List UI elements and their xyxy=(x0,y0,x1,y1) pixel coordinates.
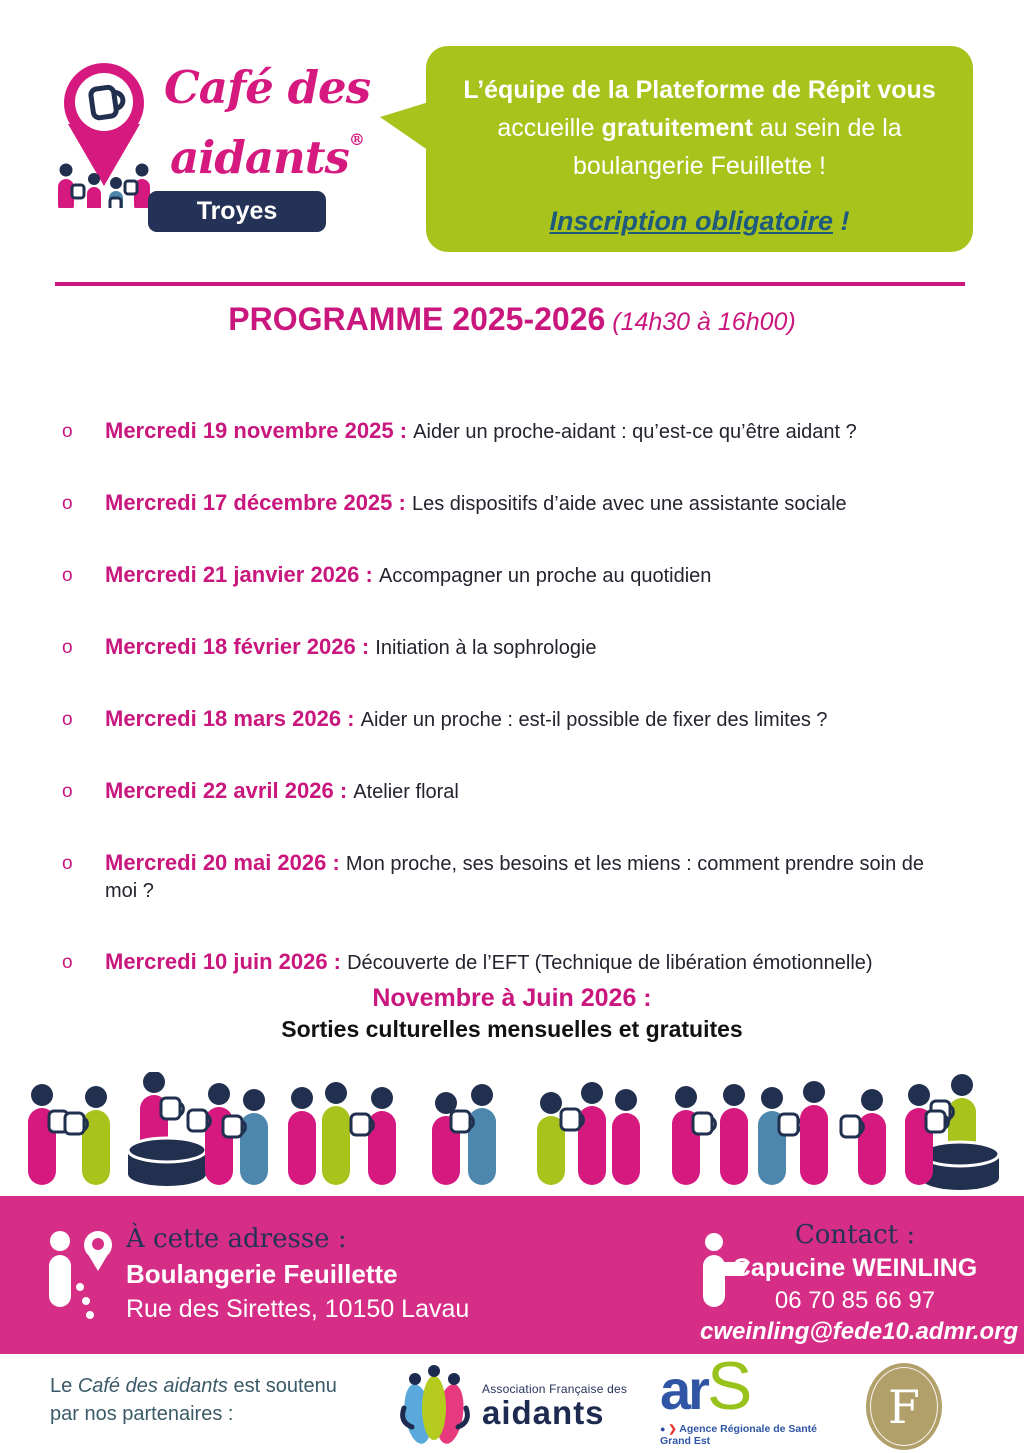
address-label: À cette adresse : xyxy=(126,1224,347,1254)
inscription-line: Inscription obligatoire ! xyxy=(549,206,850,236)
city-badge: Troyes xyxy=(148,191,326,232)
inscription-text: Inscription obligatoire xyxy=(549,206,833,236)
bullet-icon: o xyxy=(62,853,73,874)
location-person-icon xyxy=(46,1229,116,1339)
contact-label: Contact : xyxy=(794,1220,916,1250)
bullet-icon: o xyxy=(62,565,73,586)
program-item xyxy=(55,849,940,905)
session-date: Mercredi 18 février 2026 : xyxy=(105,634,376,659)
session-date: Mercredi 10 juin 2026 : xyxy=(105,949,348,974)
outings-heading: Novembre à Juin 2026 : Sorties culturelles mensuelles et gratuites xyxy=(281,984,743,1042)
afa-small-text: Association Française des xyxy=(482,1382,628,1396)
registered-mark: ® xyxy=(348,130,364,149)
program-item xyxy=(55,948,940,977)
address-block xyxy=(126,1222,469,1326)
afa-big-text: aidants xyxy=(482,1394,605,1431)
program-item xyxy=(55,489,940,518)
session-date: Mercredi 20 mai 2026 : xyxy=(105,850,346,875)
session-date: Mercredi 17 décembre 2025 : xyxy=(105,490,412,515)
partners-text: Le Café des aidants est soutenu par nos partenaires : xyxy=(50,1375,337,1425)
ars-chevron-icon: ❯ xyxy=(668,1424,677,1435)
session-topic: Accompagner un proche au quotidien xyxy=(378,565,712,587)
contact-email: cweinling@fede10.admr.org xyxy=(700,1318,1019,1345)
session-date: Mercredi 19 novembre 2025 : xyxy=(105,418,414,443)
intro-text: L’équipe de la Plateforme de Répit vous accueille gratuitement au sein de la boulangerie Feuillette ! xyxy=(463,76,936,180)
session-topic: Les dispositifs d’aide avec une assistante sociale xyxy=(411,493,847,515)
association-aidants-logo xyxy=(398,1362,627,1450)
session-topic: Aider un proche : est-il possible de fixer des limites ? xyxy=(360,709,828,731)
session-topic: Mon proche, ses besoins et les miens : comment prendre soin de moi ? xyxy=(105,853,924,902)
intro-speech-bubble xyxy=(426,46,973,252)
program-list xyxy=(55,417,940,1020)
program-item xyxy=(55,777,940,806)
ars-logo: arS ● ❯ Agence Régionale de Santé Grand Est xyxy=(660,1348,817,1447)
ars-dot-icon: ● xyxy=(660,1424,666,1434)
session-topic: Initiation à la sophrologie xyxy=(375,637,597,659)
brand-wordmark: Café des aidants® xyxy=(163,61,371,184)
session-date: Mercredi 18 mars 2026 : xyxy=(105,706,361,731)
footer-band xyxy=(0,1196,1024,1354)
program-item xyxy=(55,633,940,662)
program-item xyxy=(55,705,940,734)
session-topic: Aider un proche-aidant : qu’est-ce qu’être aidant ? xyxy=(413,421,857,443)
bullet-icon: o xyxy=(62,493,73,514)
page-title: PROGRAMME 2025-2026 (14h30 à 16h00) xyxy=(228,301,796,337)
association-aidants-mark xyxy=(398,1362,472,1450)
bullet-icon: o xyxy=(62,709,73,730)
bullet-icon: o xyxy=(62,781,73,802)
map-pin-icon xyxy=(84,1231,112,1271)
pink-divider xyxy=(55,282,965,286)
contact-block xyxy=(700,1218,1019,1348)
program-item xyxy=(55,561,940,590)
bullet-icon: o xyxy=(62,421,73,442)
bullet-icon: o xyxy=(62,952,73,973)
bullet-icon: o xyxy=(62,637,73,658)
contact-phone: 06 70 85 66 97 xyxy=(774,1287,936,1314)
session-date: Mercredi 22 avril 2026 : xyxy=(105,778,354,803)
cafe-des-aidants-logo-pin xyxy=(52,58,162,208)
address-name: Boulangerie Feuillette xyxy=(126,1259,398,1289)
address-street: Rue des Sirettes, 10150 Lavau xyxy=(126,1295,470,1323)
people-illustration xyxy=(0,1072,1024,1196)
feuillette-logo: F xyxy=(866,1363,942,1450)
session-date: Mercredi 21 janvier 2026 : xyxy=(105,562,379,587)
contact-name: Capucine WEINLING xyxy=(732,1254,978,1282)
program-item xyxy=(55,417,940,446)
session-topic: Découverte de l’EFT (Technique de libération émotionnelle) xyxy=(347,952,873,974)
session-topic: Atelier floral xyxy=(353,781,459,803)
